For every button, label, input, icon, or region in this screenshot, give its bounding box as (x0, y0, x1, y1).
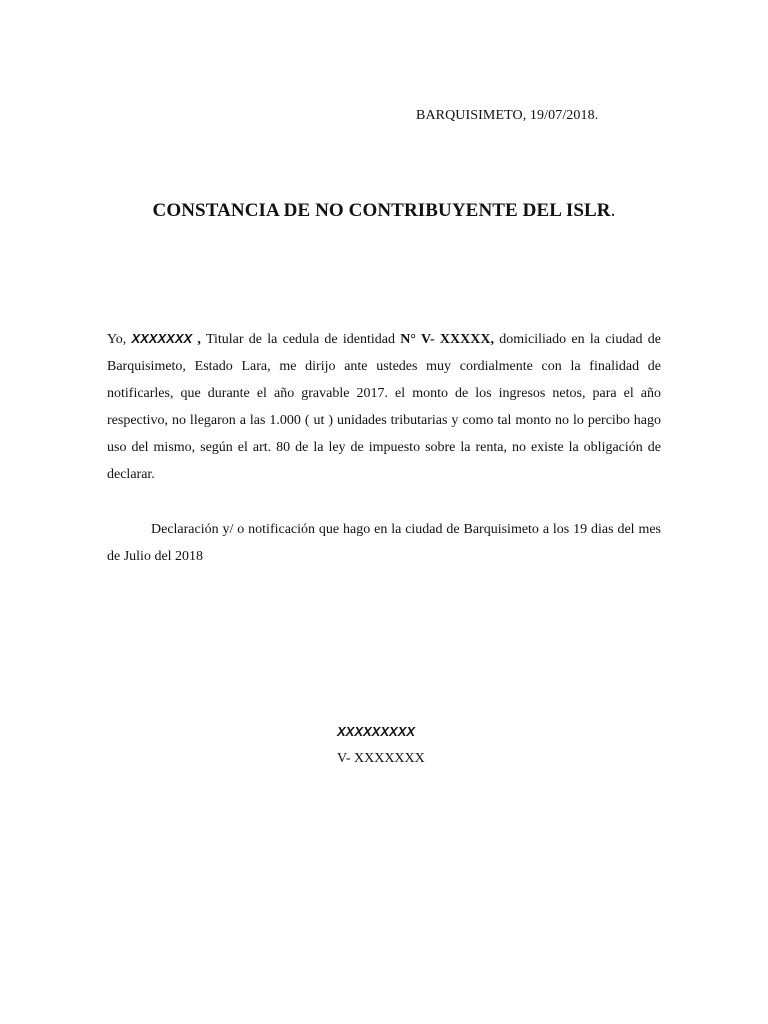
signature-id: V- XXXXXXX (337, 751, 425, 766)
title-text: CONSTANCIA DE NO CONTRIBUYENTE DEL ISLR (152, 200, 611, 221)
prefix-text: Yo, (107, 332, 132, 347)
paragraph-text-a: Titular de la cedula de identidad (200, 332, 401, 347)
paragraph-text-b: domiciliado en la ciudad de Barquisimeto, Estado Lara, me dirijo ante ustedes muy cordialmente con la finalidad de notificarles, que durante el año gravable 2017. el monto de los ingresos netos, para el año respectivo, no llegaron a las 1.000 ( ut ) unidades tributarias y como tal monto no lo percibo hago uso del mismo, según el art. 80 de la ley de impuesto sobre la renta, no existe la obligación de declarar. (107, 332, 661, 482)
date-line: BARQUISIMETO, 19/07/2018. (416, 108, 599, 123)
signature-name: XXXXXXXXX (337, 724, 416, 739)
name-placeholder: XXXXXXX (131, 331, 193, 346)
title-period: . (610, 200, 616, 221)
id-number: N° V- XXXXX, (400, 332, 494, 347)
declaration-paragraph (107, 325, 661, 488)
document-title (0, 200, 768, 222)
name-comma: , (192, 332, 201, 347)
notification-paragraph: Declaración y/ o notificación que hago en la ciudad de Barquisimeto a los 19 dias del mes de Julio del 2018 (107, 522, 661, 564)
